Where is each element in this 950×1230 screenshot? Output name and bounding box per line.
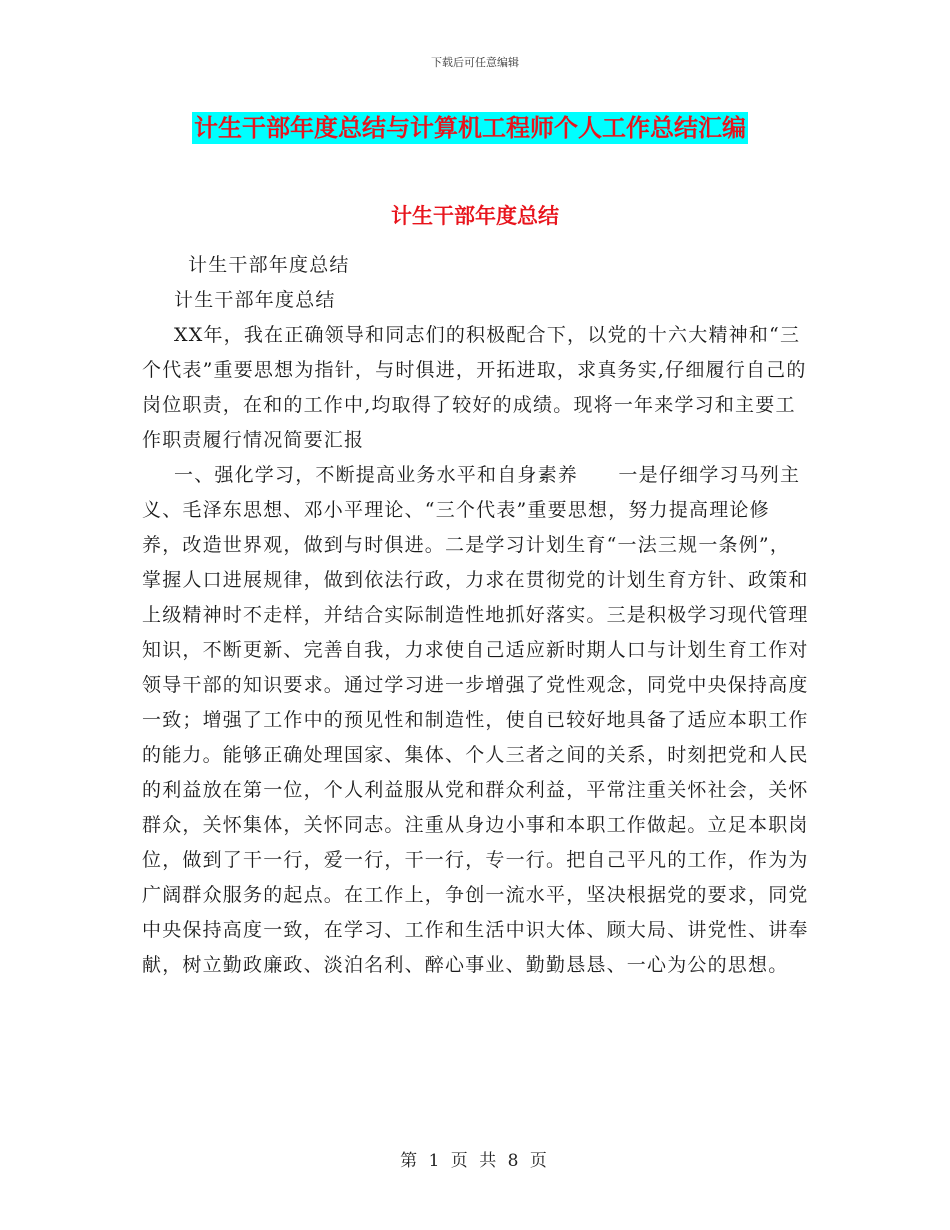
body-paragraph-2: 一、强化学习，不断提高业务水平和自身素养 一是仔细学习马列主义、毛泽东思想、邓小平理论、“三个代表”重要思想，努力提高理论修养，改造世界观，做到与时俱进。二是学习计划生育“一法三规一条例”，掌握人口进展规律，做到依法行政，力求在贯彻党的计划生育方针、政策和上级精神时不走样，并结合实际制造性地抓好落实。三是积极学习现代管理知识，不断更新、完善自我，力求使自己适应新时期人口与计划生育工作对领导干部的知识要求。通过学习进一步增强了党性观念，同党中央保持高度一致；增强了工作中的预见性和制造性，使自已较好地具备了适应本职工作的能力。能够正确处理国家、集体、个人三者之间的关系，时刻把党和人民的利益放在第一位，个人利益服从党和群众利益，平常注重关怀社会，关怀群众，关怀集体，关怀同志。注重从身边小事和本职工作做起。立足本职岗位，做到了干一行，爱一行，干一行，专一行。把自己平凡的工作，作为为广阔群众服务的起点。在工作上，争创一流水平，坚决根据党的要求，同党中央保持高度一致，在学习、工作和生活中识大体、顾大局、讲党性、讲奉献，树立勤政廉政、淡泊名利、醉心事业、勤勤恳恳、一心为公的思想。: [142, 464, 809, 976]
body-paragraph-1: XX年，我在正确领导和同志们的积极配合下，以党的十六大精神和“三个代表”重要思想为指针，与时俱进，开拓进取，求真务实,仔细履行自己的岗位职责，在和的工作中,均取得了较好的成绩。现将一年来学习和主要工作职责履行情况简要汇报: [142, 324, 807, 451]
body-heading-line-2: 计生干部年度总结: [174, 289, 336, 311]
document-body: [142, 248, 810, 983]
main-title: 计生干部年度总结与计算机工程师个人工作总结汇编: [194, 114, 746, 142]
main-title-container: [192, 112, 748, 144]
header-note: 下载后可任意编辑: [431, 56, 519, 69]
page-footer: 第 1 页 共 8 页: [400, 1151, 550, 1171]
body-heading-line-1: 计生干部年度总结: [188, 254, 350, 276]
section-title: 计生干部年度总结: [391, 204, 559, 228]
